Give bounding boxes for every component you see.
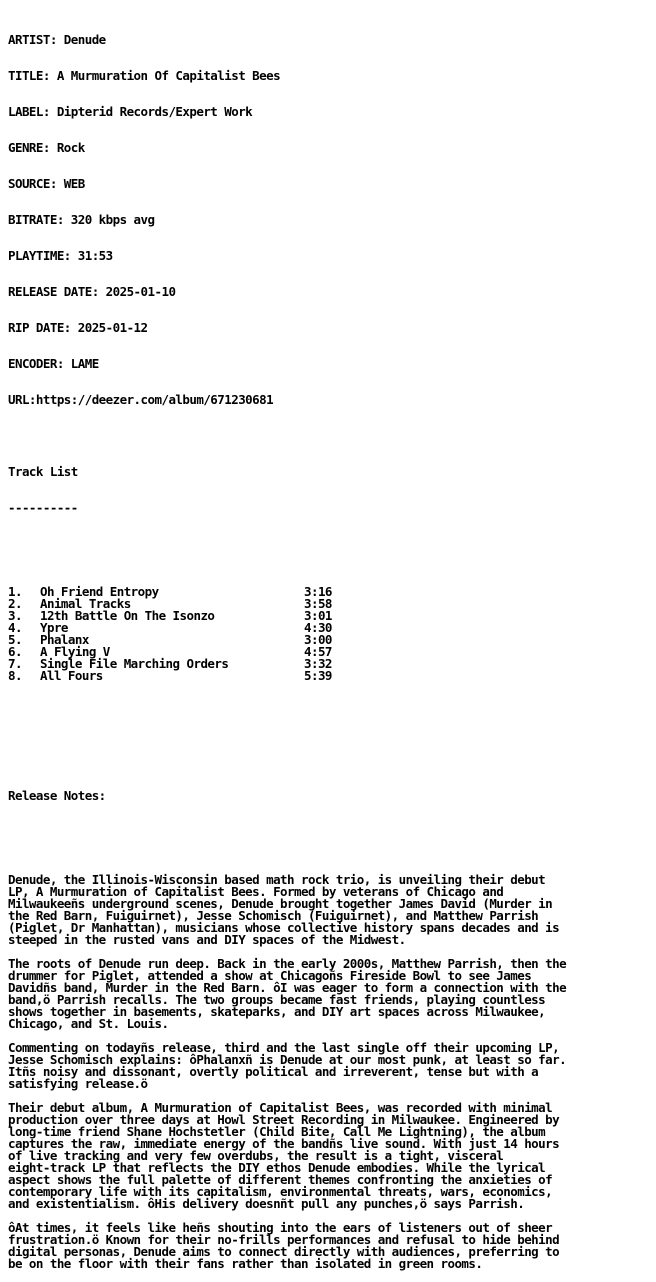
release-notes-line: Commenting on todayñs release, third and the last single off their upcoming LP, (8, 1040, 560, 1055)
release-notes-line: drummer for Piglet, attended a show at Chicagoñs Fireside Bowl to see James (8, 968, 532, 983)
track-title: Animal Tracks (40, 596, 131, 611)
release-notes-line: The roots of Denude run deep. Back in the early 2000s, Matthew Parrish, then the (8, 956, 567, 971)
release-notes-line: long-time friend Shane Hochstetler (Child Bite, Call Me Lightning), the album (8, 1124, 546, 1139)
track-number: 4. (8, 620, 22, 635)
track-number: 6. (8, 644, 22, 659)
track-duration: 5:39 (304, 668, 332, 683)
track-duration: 3:32 (304, 656, 332, 671)
track-number: 1. (8, 584, 22, 599)
release-notes-line: LP, A Murmuration of Capitalist Bees. Formed by veterans of Chicago and (8, 884, 504, 899)
spacer (8, 538, 652, 550)
release-notes-line: satisfying release.ö (8, 1076, 148, 1091)
release-notes-line: Jesse Schomisch explains: ôPhalanxñ is Denude at our most punk, at least so far. (8, 1052, 567, 1067)
title-line: TITLE: A Murmuration Of Capitalist Bees (8, 68, 281, 83)
release-notes-line: ôAt times, it feels like heñs shouting into the ears of listeners out of sheer (8, 1220, 553, 1235)
track-list (8, 586, 652, 682)
spacer (8, 754, 652, 766)
release-notes-line: aspect shows the full palette of different themes confronting the anxieties of (8, 1172, 553, 1187)
track-duration: 3:16 (304, 584, 332, 599)
track-number: 8. (8, 668, 22, 683)
genre-line: GENRE: Rock (8, 140, 85, 155)
track-number: 7. (8, 656, 22, 671)
release-notes-line: production over three days at Howl Street Recording in Milwaukee. Engineered by (8, 1112, 560, 1127)
track-title: All Fours (40, 668, 103, 683)
release-notes-line: eight-track LP that reflects the DIY ethos Denude embodies. While the lyrical (8, 1160, 546, 1175)
spacer (8, 826, 652, 838)
playtime-line: PLAYTIME: 31:53 (8, 248, 113, 263)
release-notes-line: shows together in basements, skateparks, and DIY art spaces across Milwaukee, (8, 1004, 546, 1019)
track-title: Single File Marching Orders (40, 656, 229, 671)
release-notes-line: digital personas, Denude aims to connect directly with audiences, preferring to (8, 1244, 560, 1259)
release-notes-line: Chicago, and St. Louis. (8, 1016, 169, 1031)
release-notes-body (8, 874, 652, 1270)
release-notes-line: frustration.ö Known for their no-frills performances and refusal to hide behind (8, 1232, 560, 1247)
track-title: Ypre (40, 620, 68, 635)
track-row (8, 670, 652, 682)
rip-date-line: RIP DATE: 2025-01-12 (8, 320, 148, 335)
spacer (8, 1030, 652, 1042)
track-duration: 3:01 (304, 608, 332, 623)
release-notes-line: band,ö Parrish recalls. The two groups became fast friends, playing countless (8, 992, 546, 1007)
release-notes-line: Denude, the Illinois-Wisconsin based math rock trio, is unveiling their debut (8, 872, 546, 887)
nfo-document (8, 10, 652, 1282)
track-list-underline: ---------- (8, 500, 78, 515)
track-title: Oh Friend Entropy (40, 584, 159, 599)
label-line: LABEL: Dipterid Records/Expert Work (8, 104, 253, 119)
track-list-heading: Track List (8, 464, 78, 479)
track-duration: 4:57 (304, 644, 332, 659)
track-duration: 4:30 (304, 620, 332, 635)
release-notes-line: and existentialism. ôHis delivery doesnñt pull any punches,ö says Parrish. (8, 1196, 525, 1211)
track-title: A Flying V (40, 644, 110, 659)
release-notes-line: the Red Barn, Fuiguirnet), Jesse Schomisch (Fuiguirnet), and Matthew Parrish (8, 908, 539, 923)
track-title: Phalanx (40, 632, 89, 647)
url-line: URL:https://deezer.com/album/671230681 (8, 392, 274, 407)
release-notes-line: steeped in the rusted vans and DIY spaces of the Midwest. (8, 932, 406, 947)
release-notes-line: be on the floor with their fans rather than isolated in green rooms. (8, 1256, 483, 1271)
bitrate-line: BITRATE: 320 kbps avg (8, 212, 155, 227)
track-title: 12th Battle On The Isonzo (40, 608, 215, 623)
release-notes-paragraph (8, 958, 652, 1030)
source-line: SOURCE: WEB (8, 176, 85, 191)
spacer (8, 1090, 652, 1102)
release-notes-line: Milwaukeeñs underground scenes, Denude brought together James David (Murder in (8, 896, 553, 911)
release-notes-line: contemporary life with its capitalism, environmental threats, wars, economics, (8, 1184, 553, 1199)
release-notes-line: Davidñs band, Murder in the Red Barn. ôI was eager to form a connection with the (8, 980, 567, 995)
release-notes-paragraph (8, 874, 652, 946)
release-notes-line: (Piglet, Dr Manhattan), musicians whose collective history spans decades and is (8, 920, 560, 935)
spacer (8, 718, 652, 730)
track-duration: 3:00 (304, 632, 332, 647)
spacer (8, 1210, 652, 1222)
release-notes-line: Their debut album, A Murmuration of Capitalist Bees, was recorded with minimal (8, 1100, 553, 1115)
release-notes-paragraph (8, 1222, 652, 1270)
track-number: 3. (8, 608, 22, 623)
release-date-line: RELEASE DATE: 2025-01-10 (8, 284, 176, 299)
release-notes-paragraph (8, 1102, 652, 1210)
release-notes-line: Itñs noisy and dissonant, overtly political and irreverent, tense but with a (8, 1064, 539, 1079)
release-notes-paragraph (8, 1042, 652, 1090)
artist-line: ARTIST: Denude (8, 32, 106, 47)
encoder-line: ENCODER: LAME (8, 356, 99, 371)
spacer (8, 430, 652, 442)
spacer (8, 946, 652, 958)
release-notes-heading: Release Notes: (8, 788, 106, 803)
track-number: 5. (8, 632, 22, 647)
release-notes-line: captures the raw, immediate energy of the bandñs live sound. With just 14 hours (8, 1136, 560, 1151)
track-duration: 3:58 (304, 596, 332, 611)
release-notes-line: of live tracking and very few overdubs, the result is a tight, visceral (8, 1148, 504, 1163)
track-number: 2. (8, 596, 22, 611)
